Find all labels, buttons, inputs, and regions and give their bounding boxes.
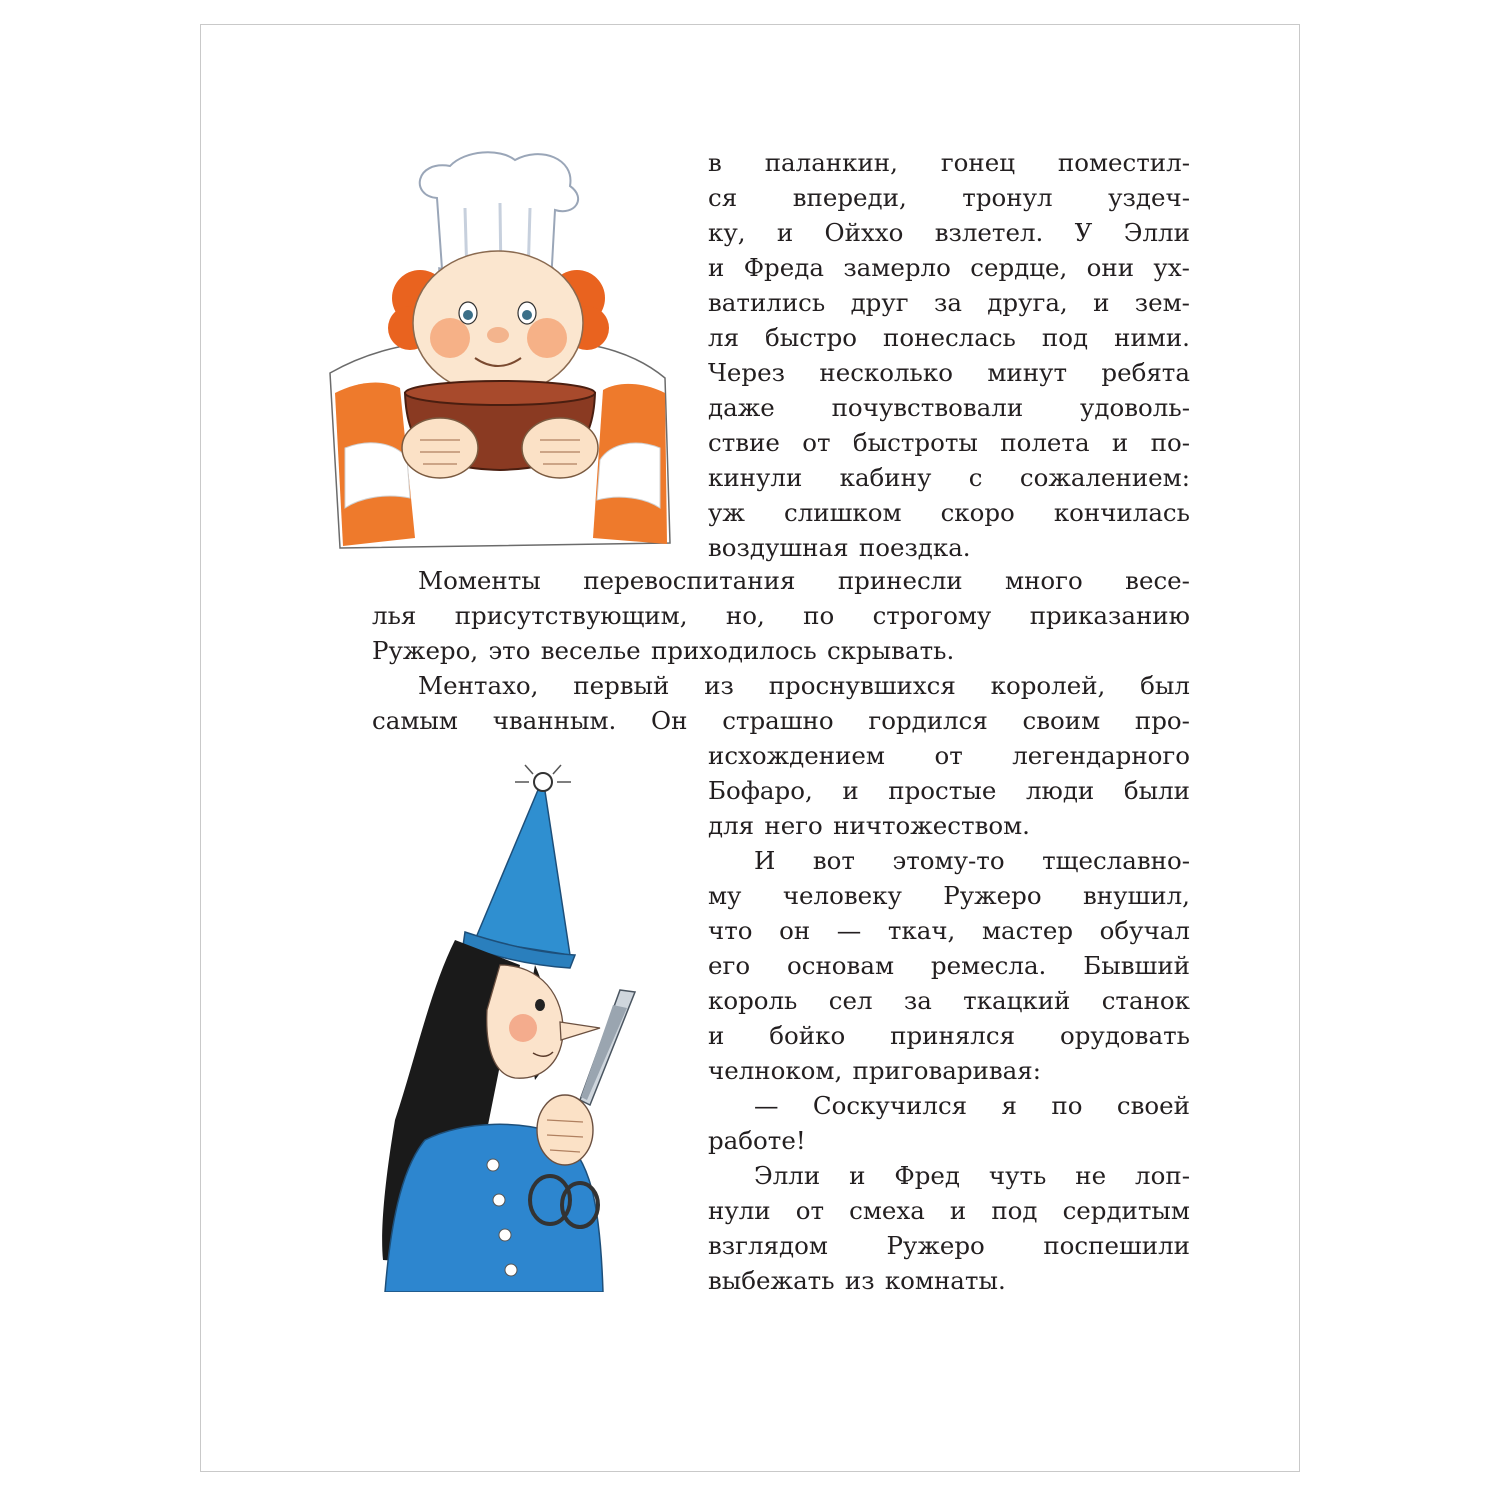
word: даже: [708, 393, 775, 422]
word: Ружеро: [943, 881, 1042, 910]
word: бойко: [769, 1021, 846, 1050]
text-line: [708, 951, 1190, 981]
word: ремесла.: [930, 951, 1047, 980]
word: —: [836, 916, 862, 945]
word: под: [1041, 323, 1089, 352]
text-line: [754, 846, 1190, 876]
text-line: [754, 1091, 1190, 1121]
word: нули: [708, 1196, 771, 1225]
word: с: [968, 463, 983, 492]
word: его: [708, 951, 751, 980]
word: Фред: [894, 1161, 960, 1190]
word: поспешили: [1043, 1231, 1190, 1260]
word: кинули: [708, 463, 803, 492]
word: веселье: [540, 636, 641, 665]
word: весе-: [1125, 566, 1190, 595]
word: ткацкий: [963, 986, 1071, 1015]
word: работе!: [708, 1126, 806, 1155]
word: он: [779, 916, 811, 945]
word: У: [1074, 218, 1093, 247]
text-line: [708, 218, 1190, 248]
word: это: [488, 636, 531, 665]
word: присутствующим,: [454, 601, 688, 630]
word: Ойххо: [824, 218, 904, 247]
text-line: [418, 671, 1190, 701]
text-line: [708, 463, 1190, 493]
word: взглядом: [708, 1231, 828, 1260]
word: исхождением: [708, 741, 885, 770]
text-line: [708, 776, 1190, 806]
word: челноком,: [708, 1056, 843, 1085]
word: комнаты.: [884, 1266, 1006, 1295]
word: скрывать.: [826, 636, 955, 665]
text-line: [708, 811, 1190, 841]
word: ствие: [708, 428, 780, 457]
word: Элли: [1123, 218, 1190, 247]
word: И: [754, 846, 776, 875]
word: тронул: [962, 183, 1053, 212]
word: по: [803, 601, 835, 630]
word: станок: [1101, 986, 1190, 1015]
word: своей: [1116, 1091, 1190, 1120]
word: про-: [1134, 706, 1190, 735]
text-line: [372, 636, 1190, 666]
word: замерло: [843, 253, 951, 282]
word: от: [802, 428, 831, 457]
word: и: [849, 1161, 866, 1190]
word: смеха: [849, 1196, 925, 1225]
word: ку,: [708, 218, 746, 247]
text-line: [708, 1021, 1190, 1051]
word: чванным.: [492, 706, 617, 735]
word: понеслась: [883, 323, 1016, 352]
text-line: [418, 566, 1190, 596]
word: легендарного: [1012, 741, 1190, 770]
word: Ментахо,: [418, 671, 539, 700]
text-line: [708, 358, 1190, 388]
word: для: [708, 811, 755, 840]
word: сердитым: [1062, 1196, 1190, 1225]
word: ся: [708, 183, 738, 212]
word: и: [708, 253, 725, 282]
word: взлетел.: [934, 218, 1044, 247]
word: друг: [850, 288, 909, 317]
word: друга,: [987, 288, 1068, 317]
word: орудовать: [1059, 1021, 1190, 1050]
text-line: [754, 1161, 1190, 1191]
word: Соскучился: [812, 1091, 968, 1120]
word: воздушная: [708, 533, 849, 562]
word: Он: [651, 706, 688, 735]
word: этому-то: [892, 846, 1005, 875]
word: поездка.: [858, 533, 971, 562]
word: слишком: [784, 498, 902, 527]
word: обучал: [1099, 916, 1190, 945]
word: почувствовали: [831, 393, 1024, 422]
word: ткач,: [887, 916, 956, 945]
word: поместил-: [1057, 148, 1190, 177]
word: в: [708, 148, 722, 177]
word: за: [903, 986, 932, 1015]
word: лья: [372, 601, 417, 630]
word: я: [1001, 1091, 1017, 1120]
word: но,: [725, 601, 765, 630]
word: по-: [1150, 428, 1190, 457]
word: минут: [987, 358, 1068, 387]
word: несколько: [819, 358, 953, 387]
text-line: [708, 323, 1190, 353]
word: Фреда: [743, 253, 824, 282]
word: проснувшихся: [768, 671, 956, 700]
word: простые: [888, 776, 997, 805]
text-line: [708, 986, 1190, 1016]
weaver-girl-illustration: [375, 760, 645, 1292]
text-line: [708, 393, 1190, 423]
word: кабину: [839, 463, 932, 492]
word: человеку: [782, 881, 902, 910]
word: строгому: [872, 601, 992, 630]
word: страшно: [722, 706, 834, 735]
word: тщеславно-: [1042, 846, 1190, 875]
word: быстро: [765, 323, 858, 352]
word: Ружеро,: [372, 636, 479, 665]
text-line: [708, 741, 1190, 771]
word: уж: [708, 498, 745, 527]
word: король: [708, 986, 798, 1015]
word: паланкин,: [764, 148, 898, 177]
word: и: [776, 218, 794, 247]
word: гордился: [868, 706, 988, 735]
word: и: [1093, 288, 1110, 317]
word: не: [1075, 1161, 1107, 1190]
word: они: [1086, 253, 1135, 282]
text-line: [708, 288, 1190, 318]
text-line: [708, 148, 1190, 178]
word: от: [934, 741, 963, 770]
text-line: [708, 183, 1190, 213]
word: зем-: [1134, 288, 1190, 317]
word: мастер: [981, 916, 1074, 945]
word: самым: [372, 706, 458, 735]
word: были: [1123, 776, 1190, 805]
word: из: [844, 1266, 875, 1295]
word: сел: [828, 986, 873, 1015]
word: из: [704, 671, 734, 700]
text-line: [708, 253, 1190, 283]
word: принесли: [837, 566, 963, 595]
text-line: [708, 1266, 1190, 1296]
word: впереди,: [792, 183, 907, 212]
text-line: [708, 1126, 1190, 1156]
word: и: [1111, 428, 1129, 457]
word: приговаривая:: [852, 1056, 1041, 1085]
word: —: [754, 1091, 779, 1120]
word: за: [933, 288, 962, 317]
word: удоволь-: [1080, 393, 1190, 422]
word: гонец: [940, 148, 1015, 177]
text-line: [372, 601, 1190, 631]
word: ватились: [708, 288, 826, 317]
word: быстроты: [852, 428, 978, 457]
word: скоро: [940, 498, 1015, 527]
word: Моменты: [418, 566, 541, 595]
text-line: [708, 498, 1190, 528]
word: сожалением:: [1019, 463, 1190, 492]
chef-illustration: [325, 148, 675, 553]
text-line: [708, 916, 1190, 946]
word: по: [1051, 1091, 1083, 1120]
word: него: [764, 811, 823, 840]
word: ними.: [1114, 323, 1190, 352]
word: Через: [708, 358, 785, 387]
word: кончилась: [1053, 498, 1190, 527]
text-line: [708, 533, 1190, 563]
word: и: [949, 1196, 967, 1225]
word: ничтожеством.: [833, 811, 1030, 840]
word: Бофаро,: [708, 776, 813, 805]
word: ребята: [1101, 358, 1190, 387]
text-line: [708, 1231, 1190, 1261]
text-line: [708, 428, 1190, 458]
word: полета: [1000, 428, 1090, 457]
word: чуть: [988, 1161, 1047, 1190]
word: Ружеро: [886, 1231, 985, 1260]
word: от: [795, 1196, 825, 1225]
word: вот: [812, 846, 855, 875]
word: Элли: [754, 1161, 821, 1190]
word: Бывший: [1083, 951, 1190, 980]
word: ля: [708, 323, 740, 352]
word: внушил,: [1082, 881, 1190, 910]
word: выбежать: [708, 1266, 835, 1295]
word: и: [842, 776, 859, 805]
word: перевоспитания: [583, 566, 796, 595]
word: много: [1005, 566, 1083, 595]
word: был: [1140, 671, 1190, 700]
word: своим: [1022, 706, 1101, 735]
word: принялся: [890, 1021, 1016, 1050]
text-line: [708, 1056, 1190, 1086]
text-line: [708, 881, 1190, 911]
word: ух-: [1153, 253, 1190, 282]
text-line: [372, 706, 1190, 736]
word: и: [708, 1021, 725, 1050]
word: королей,: [990, 671, 1106, 700]
word: люди: [1025, 776, 1095, 805]
word: уздеч-: [1108, 183, 1190, 212]
text-line: [708, 1196, 1190, 1226]
word: лоп-: [1135, 1161, 1190, 1190]
word: первый: [573, 671, 670, 700]
word: что: [708, 916, 753, 945]
word: основам: [787, 951, 895, 980]
word: сердце,: [970, 253, 1068, 282]
word: приходилось: [650, 636, 817, 665]
word: под: [991, 1196, 1038, 1225]
word: му: [708, 881, 742, 910]
word: приказанию: [1029, 601, 1190, 630]
